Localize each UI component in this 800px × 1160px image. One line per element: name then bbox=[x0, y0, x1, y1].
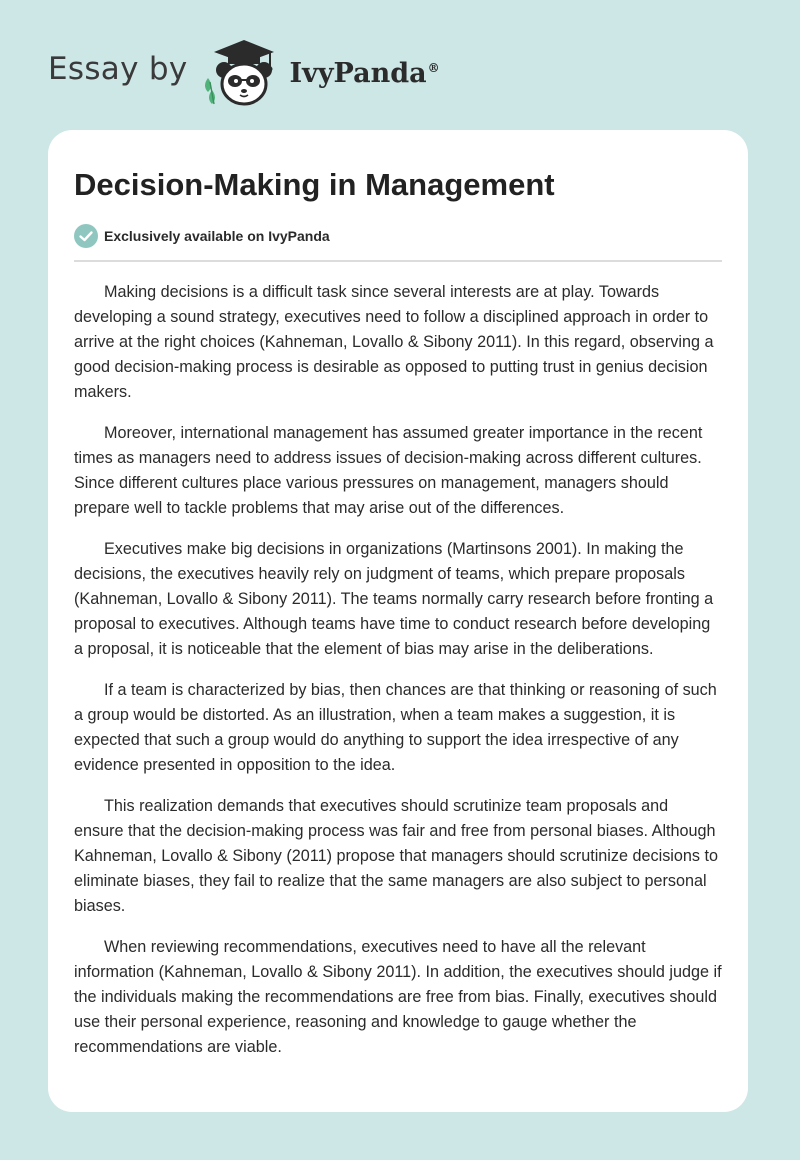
essay-paragraph: Making decisions is a difficult task since several interests are at play. Towards developing a sound strategy, executives need to follow a disciplined approach in order to arrive at the right choices (Kahneman, Lovallo & Sibony 2011). In this regard, observing a good decision-making process is desirable as opposed to putting trust in genius decision makers. bbox=[74, 283, 714, 401]
brand-header bbox=[48, 34, 440, 108]
ivypanda-logo-icon bbox=[200, 34, 286, 108]
brand-name-text: IvyPanda bbox=[289, 57, 427, 89]
exclusive-badge bbox=[74, 222, 722, 250]
essay-paragraph: If a team is characterized by bias, then chances are that thinking or reasoning of such a group would be distorted. As an illustration, when a team makes a suggestion, it is expected that such a group would do anything to support the idea irrespective of any evidence presented in opposition to the idea. bbox=[74, 681, 717, 774]
registered-mark: ® bbox=[427, 60, 440, 75]
essay-title: Decision-Making in Management bbox=[74, 167, 555, 202]
essay-paragraph: Moreover, international management has assumed greater importance in the recent times as managers need to address issues of decision-making across different cultures. Since different cultures place various pressures on management, managers should prepare well to tackle problems that may arise out of the differences. bbox=[74, 424, 703, 517]
essay-paragraph: Executives make big decisions in organizations (Martinsons 2001). In making the decisions, the executives heavily rely on judgment of teams, which prepare proposals (Kahneman, Lovallo & Sibony 2011). The teams normally carry research before fronting a proposal to executives. Although teams have time to conduct research before developing a proposal, it is noticeable that the element of bias may arise in the deliberations. bbox=[74, 540, 714, 658]
brand-prefix: Essay by bbox=[48, 51, 188, 87]
exclusive-badge-text: Exclusively available on IvyPanda bbox=[104, 228, 330, 244]
essay-card bbox=[48, 130, 748, 1112]
essay-paragraph: This realization demands that executives should scrutinize team proposals and ensure that the decision-making process was fair and free from personal biases. Although Kahneman, Lovallo & Sibony (2011) propose that managers should scrutinize decisions to eliminate biases, they fail to realize that the same managers are also subject to personal biases. bbox=[74, 797, 718, 915]
check-circle-icon bbox=[74, 224, 98, 248]
divider bbox=[74, 260, 722, 262]
brand-name bbox=[290, 58, 440, 89]
essay-paragraph: When reviewing recommendations, executives need to have all the relevant information (Kahneman, Lovallo & Sibony 2011). In addition, the executives should judge if the individuals making the recommendations are free from bias. Finally, executives should use their personal experience, reasoning and knowledge to gauge whether the recommendations are viable. bbox=[74, 938, 722, 1056]
